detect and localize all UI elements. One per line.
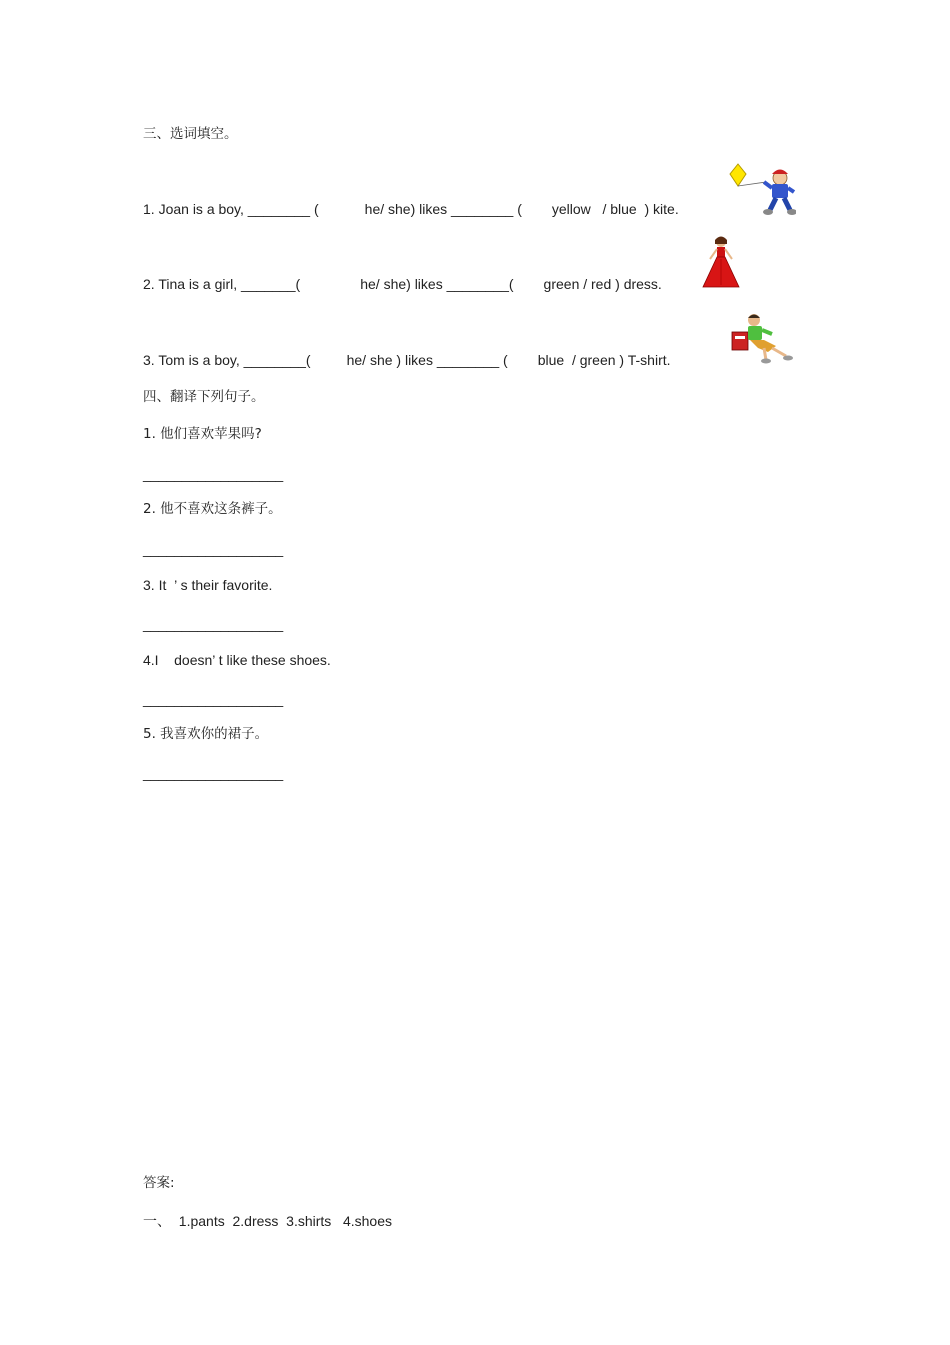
section3-heading: 三、选词填空。	[143, 126, 238, 142]
question-2: 2. Tina is a girl, _______( he/ she) likes ________( green / red ) dress.	[143, 276, 662, 292]
boy-kite-icon	[728, 162, 796, 216]
answer-blank-4[interactable]: __________________	[143, 691, 284, 707]
boy-tshirt-icon	[728, 312, 794, 364]
answer-blank-1[interactable]: __________________	[143, 466, 284, 482]
translate-item-4: 4.I doesn’ t like these shoes.	[143, 652, 331, 668]
translate-item-5: 5. 我喜欢你的裙子。	[143, 726, 269, 742]
answers-line-1: 一、 1.pants 2.dress 3.shirts 4.shoes	[143, 1213, 392, 1229]
answer-blank-2[interactable]: __________________	[143, 541, 284, 557]
section4-heading: 四、翻译下列句子。	[143, 389, 265, 405]
translate-item-3: 3. It ’ s their favorite.	[143, 577, 273, 593]
answers-heading: 答案:	[143, 1175, 175, 1191]
answer-blank-3[interactable]: __________________	[143, 616, 284, 632]
question-3: 3. Tom is a boy, ________( he/ she ) likes ________ ( blue / green ) T-shirt.	[143, 352, 671, 368]
translate-item-2: 2. 他不喜欢这条裤子。	[143, 501, 282, 517]
question-1: 1. Joan is a boy, ________ ( he/ she) likes ________ ( yellow / blue ) kite.	[143, 201, 679, 217]
translate-item-1: 1. 他们喜欢苹果吗?	[143, 426, 262, 442]
girl-dress-icon	[700, 235, 742, 291]
answer-blank-5[interactable]: __________________	[143, 765, 284, 781]
